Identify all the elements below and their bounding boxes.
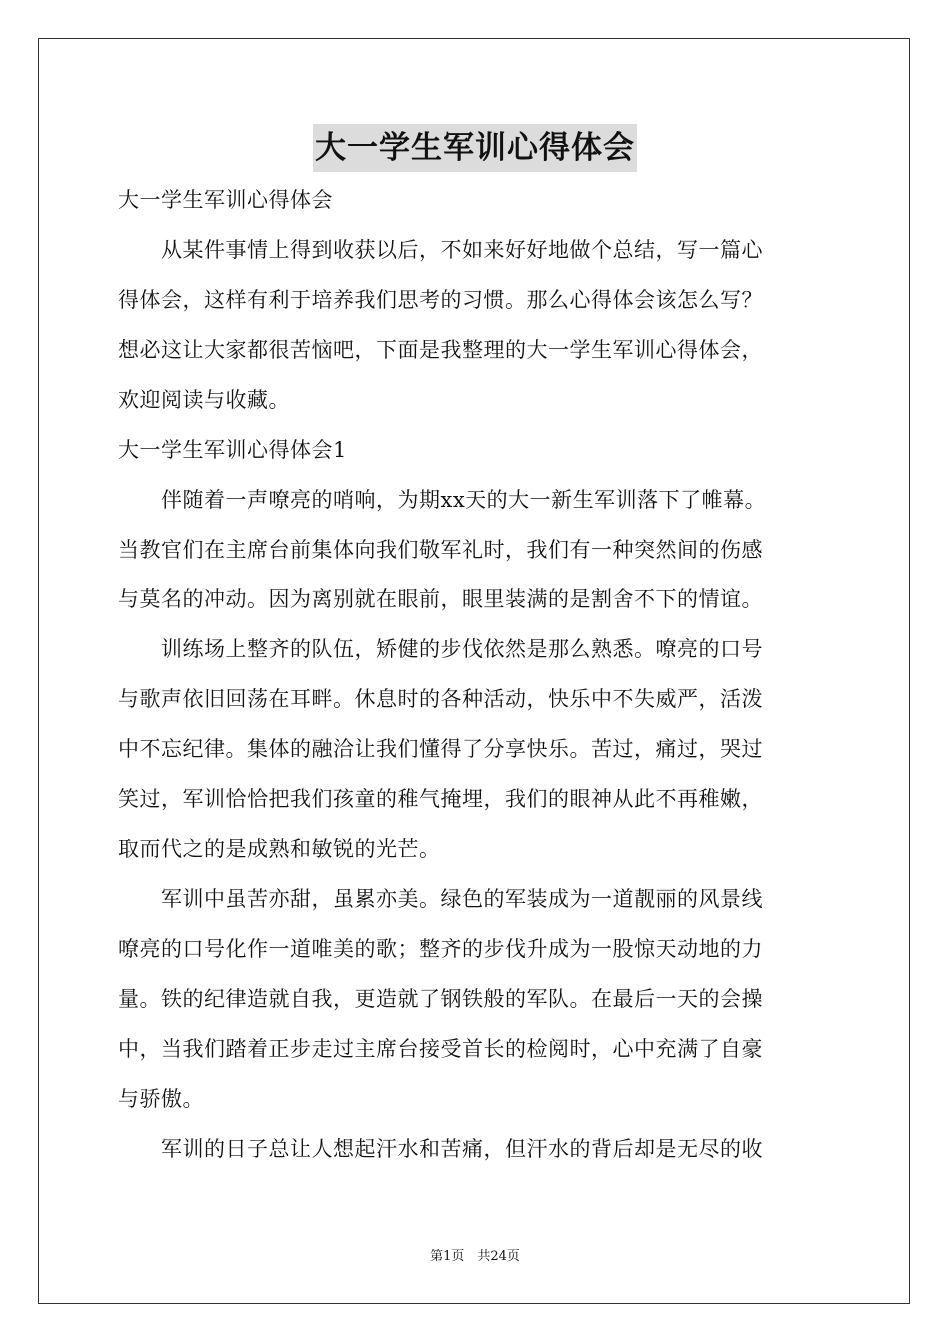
section-heading: 大一学生军训心得体会1 [118,438,347,462]
paragraph-line: 伴随着一声嘹亮的哨响，为期xx天的大一新生军训落下了帷幕。 [118,488,767,512]
paragraph-line: 与骄傲。 [118,1087,204,1111]
paragraph-line: 中，当我们踏着正步走过主席台接受首长的检阅时，心中充满了自豪 [118,1037,763,1061]
paragraph-line: 军训的日子总让人想起汗水和苦痛，但汗水的背后却是无尽的收 [118,1137,763,1161]
paragraph-line: 欢迎阅读与收藏。 [118,388,290,412]
paragraph-line: 当教官们在主席台前集体向我们敬军礼时，我们有一种突然间的伤感 [118,538,763,562]
title-container [0,124,950,172]
paragraph-line: 量。铁的纪律造就自我，更造就了钢铁般的军队。在最后一天的会操 [118,987,763,1011]
page-border [38,38,910,1304]
paragraph-line: 与莫名的冲动。因为离别就在眼前，眼里装满的是割舍不下的情谊。 [118,587,763,611]
paragraph-line: 笑过，军训恰恰把我们孩童的稚气掩埋，我们的眼神从此不再稚嫩， [118,787,763,811]
paragraph-line: 取而代之的是成熟和敏锐的光芒。 [118,837,441,861]
page-footer: 第1页 共24页 [430,1249,520,1264]
paragraph-line: 军训中虽苦亦甜，虽累亦美。绿色的军装成为一道靓丽的风景线 [118,887,763,911]
paragraph-line: 与歌声依旧回荡在耳畔。休息时的各种活动，快乐中不失威严，活泼 [118,687,763,711]
paragraph-line: 嘹亮的口号化作一道唯美的歌；整齐的步伐升成为一股惊天动地的力 [118,937,763,961]
paragraph-line: 训练场上整齐的队伍，矫健的步伐依然是那么熟悉。嘹亮的口号 [118,637,763,661]
document-title: 大一学生军训心得体会 [313,124,637,172]
paragraph-line: 得体会，这样有利于培养我们思考的习惯。那么心得体会该怎么写？ [118,288,763,312]
paragraph-line: 从某件事情上得到收获以后，不如来好好地做个总结，写一篇心 [118,238,763,262]
paragraph-line: 想必这让大家都很苦恼吧，下面是我整理的大一学生军训心得体会， [118,338,763,362]
subtitle-line: 大一学生军训心得体会 [118,188,333,212]
paragraph-line: 中不忘纪律。集体的融洽让我们懂得了分享快乐。苦过，痛过，哭过 [118,737,763,761]
